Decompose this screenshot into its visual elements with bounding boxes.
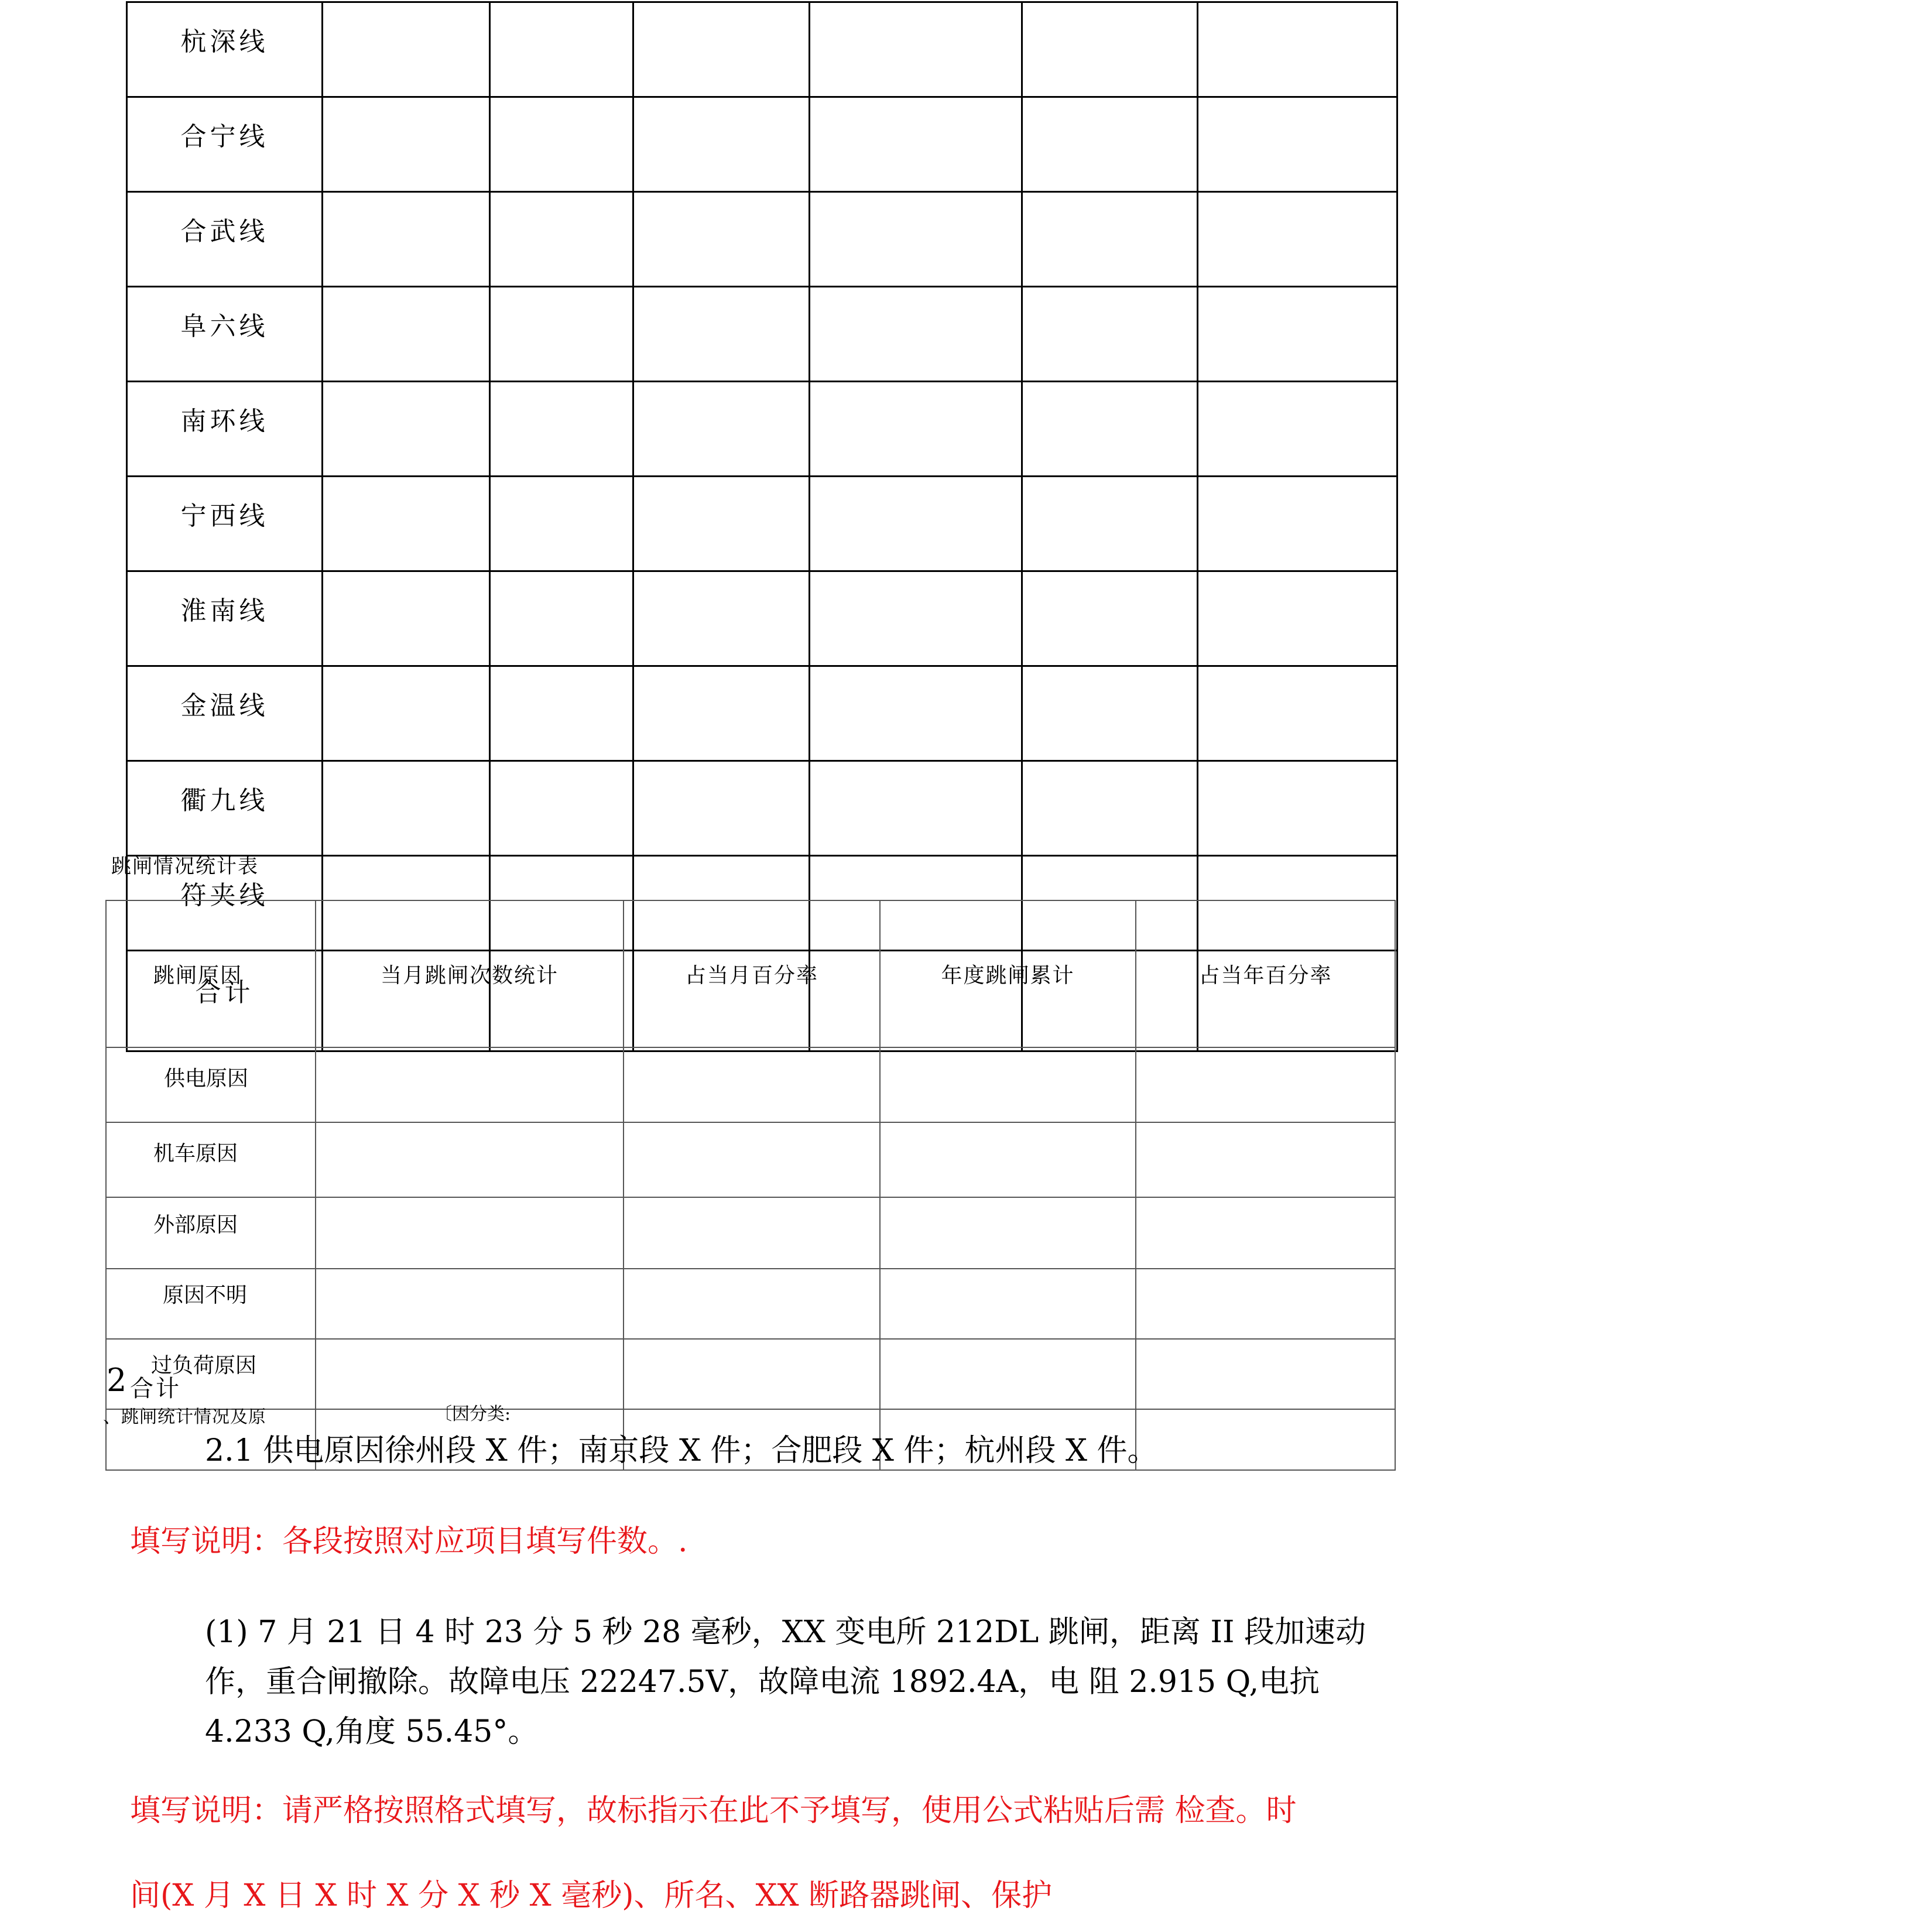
trip-table-caption: 跳闸情况统计表	[111, 855, 259, 878]
table-row	[106, 1269, 1395, 1339]
reason-label: 机车原因	[106, 1122, 316, 1197]
table-row	[127, 666, 1397, 761]
table-row	[127, 97, 1397, 192]
line-name: 合宁线	[127, 97, 323, 192]
table-row	[127, 382, 1397, 477]
reason-label: 过负荷原因	[106, 1339, 316, 1409]
line-name: 宁西线	[127, 477, 323, 571]
trip-reason-table	[105, 900, 1396, 1471]
table-header-row	[106, 900, 1395, 1047]
item-1-line-b: 作，重合闸撤除。故障电压 22247.5V，故障电流 1892.4A，电 阻 2.915 Q,电抗	[205, 1664, 1320, 1700]
section-caption-continued: 〔因分类:	[434, 1404, 511, 1424]
line-name: 金温线	[127, 666, 323, 761]
table-row	[127, 2, 1397, 97]
table-row	[127, 287, 1397, 382]
line-name: 阜六线	[127, 287, 323, 382]
item-1-line-c: 4.233 Q,角度 55.45°。	[205, 1714, 539, 1749]
table-row	[127, 477, 1397, 571]
column-header: 占当年百分率	[1136, 900, 1395, 1047]
line-name: 符夹线	[127, 856, 323, 951]
table-row	[127, 761, 1397, 856]
total-label: 合计	[127, 951, 323, 1051]
line-name: 杭深线	[127, 2, 323, 97]
total-label: 合计	[130, 1375, 181, 1402]
column-header: 当月跳闸次数统计	[316, 900, 624, 1047]
paragraph-2-1: 2.1 供电原因徐州段 X 件；南京段 X 件；合肥段 X 件；杭州段 X 件。	[205, 1433, 1158, 1468]
table-row	[106, 1339, 1395, 1409]
section-number: 2	[107, 1362, 127, 1399]
table-row	[127, 571, 1397, 666]
table-row	[106, 1047, 1395, 1122]
line-name: 合武线	[127, 192, 323, 287]
fill-note-2-line-b: 间(X 月 X 日 X 时 X 分 X 秒 X 毫秒)、所名、XX 断路器跳闸、保护	[130, 1878, 1053, 1913]
column-header: 占当月百分率	[624, 900, 880, 1047]
line-name: 衢九线	[127, 761, 323, 856]
reason-label: 外部原因	[106, 1197, 316, 1269]
fill-note-1: 填写说明：各段按照对应项目填写件数。.	[130, 1524, 688, 1559]
reason-label: 供电原因	[106, 1047, 316, 1122]
table-row	[106, 1197, 1395, 1269]
column-header: 年度跳闸累计	[880, 900, 1136, 1047]
column-header: 跳闸原因	[106, 900, 316, 1047]
section-caption: 、跳闸统计情况及原	[103, 1407, 266, 1427]
line-trip-table	[126, 1, 1398, 1052]
fill-note-2-line-a: 填写说明：请严格按照格式填写，故标指示在此不予填写，使用公式粘贴后需 检查。时	[130, 1793, 1297, 1828]
reason-label: 原因不明	[106, 1269, 316, 1339]
table-row	[106, 1122, 1395, 1197]
item-1-line-a: (1) 7 月 21 日 4 时 23 分 5 秒 28 毫秒，XX 变电所 212DL 跳闸，距离 II 段加速动	[205, 1615, 1366, 1650]
line-name: 淮南线	[127, 571, 323, 666]
table-row	[127, 192, 1397, 287]
line-name: 南环线	[127, 382, 323, 477]
